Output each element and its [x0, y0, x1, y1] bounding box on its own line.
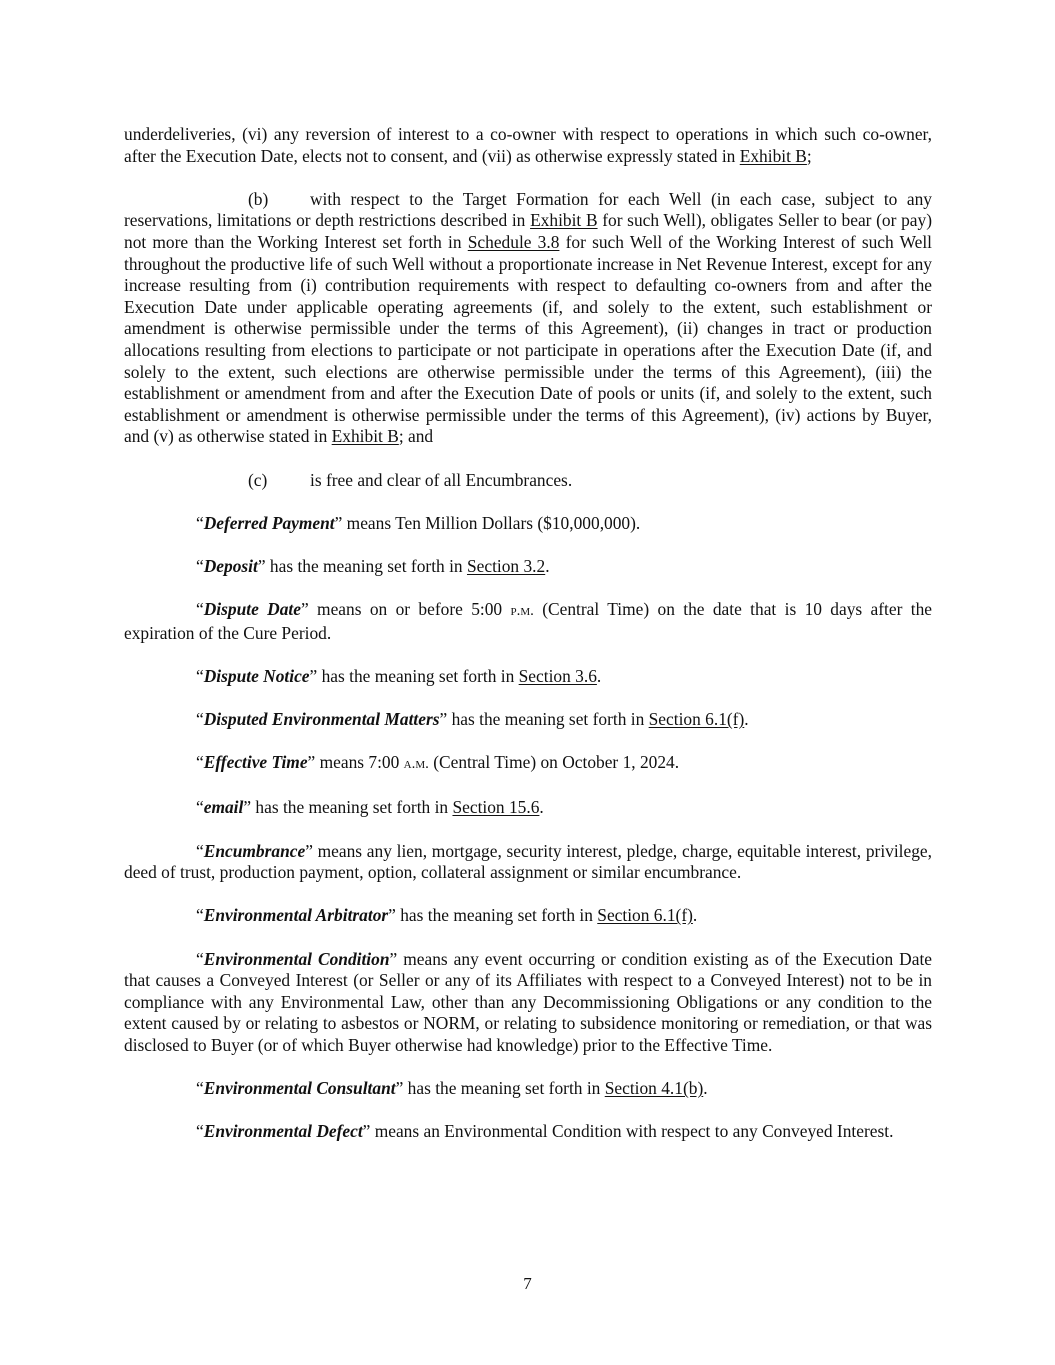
body-text: “ [196, 599, 204, 620]
cross-reference-link[interactable]: Section 6.1(f) [648, 709, 745, 730]
body-text: for such Well), obligates Seller to bear (or pay) not more than the Working Interest set forth in [124, 210, 932, 252]
defined-term: Encumbrance [203, 840, 306, 861]
defined-term: Environmental Condition [203, 948, 390, 969]
body-text: ” has the meaning set forth in [395, 1078, 605, 1099]
cross-reference-link[interactable]: Section 15.6 [452, 797, 540, 818]
body-text: . [596, 665, 602, 686]
paragraph-continuation [124, 124, 932, 167]
paragraph-def-dispute-notice [124, 666, 932, 688]
body-text: . [539, 797, 544, 818]
defined-term: Environmental Consultant [203, 1078, 396, 1099]
body-text: . [703, 1078, 708, 1099]
body-text: ” has the meaning set forth in [388, 905, 598, 926]
body-text: for such Well of the Working Interest of such Well throughout the productive life of such Well without a proportionate increase in Net Revenue Interest, except for any increase resulting from (i) contribution requirements with respect to defaulting co-owners from and after the Execution Date under applicable operating agreements (if, and solely to the extent, such establishment or amendment is otherwise permissible under the terms of this Agreement), (ii) changes in tract or production allocations resulting from elections to participate or not participate in operations after the Execution Date (if, and solely to the extent, such elections are otherwise permissible under the terms of this Agreement), (iii) the establishment or amendment from and after the Execution Date of pools or units (if, and solely to the extent, such establishment or amendment is otherwise permissible under the terms of this Agreement), (iv) actions by Buyer, and (v) as otherwise stated in [124, 231, 932, 447]
body-text: ; and [398, 426, 434, 447]
paragraph-def-dispute-date [124, 599, 932, 644]
body-text: ” has the meaning set forth in [309, 665, 519, 686]
paragraph-clause-b [124, 189, 932, 448]
body-text: ” has the meaning set forth in [243, 797, 453, 818]
paragraph-def-effective-time [124, 752, 932, 776]
body-text: “ [196, 512, 204, 533]
paragraph-def-email [124, 797, 932, 819]
document-body [124, 124, 932, 1143]
cross-reference-link[interactable]: Section 6.1(f) [597, 905, 693, 926]
body-text: . [744, 709, 749, 730]
clause-marker: (b) [248, 188, 269, 209]
cross-reference-link[interactable]: Exhibit B [530, 210, 598, 231]
body-text: ” has the meaning set forth in [257, 555, 467, 576]
body-text: ” means on or before 5:00 [300, 599, 511, 620]
paragraph-clause-c [124, 470, 932, 492]
body-text: . [692, 905, 698, 926]
body-text: “ [196, 555, 204, 576]
body-text: ” means any event occurring or condition existing as of the Execution Date that causes a Conveyed Interest (or Seller or any of its Affiliates with respect to a Conveyed Interest) not to be in compliance with any Environmental Law, other than any Decommissioning Obligations or any condition to the extent caused by or relating to asbestos or NORM, or relating to subsidence monitoring or remediation, or that was disclosed to Buyer (or of which Buyer otherwise had knowledge) prior to the Effective Time. [124, 948, 932, 1055]
defined-term: Environmental Arbitrator [203, 905, 389, 926]
body-text: (Central Time) on October 1, 2024. [428, 752, 680, 773]
body-text: with respect to the Target Formation for each Well (in each case, subject to any reservations, limitations or depth restrictions described in [124, 188, 932, 231]
clause-marker: (c) [248, 469, 268, 490]
body-text: (Central Time) on the date that is 10 days after the expiration of the Cure Period. [124, 599, 932, 643]
defined-term: Dispute Notice [203, 665, 310, 686]
cross-reference-link[interactable]: Exhibit B [739, 145, 807, 166]
body-text: ” means an Environmental Condition with respect to any Conveyed Interest. [362, 1121, 894, 1142]
defined-term: Effective Time [203, 752, 308, 773]
body-text: ” means Ten Million Dollars ($10,000,000). [334, 512, 641, 533]
document-page [124, 124, 932, 1165]
body-text: “ [196, 840, 204, 861]
body-text: is free and clear of all Encumbrances. [310, 469, 573, 490]
defined-term: Environmental Defect [203, 1121, 363, 1142]
time-meridiem: p.m. [510, 603, 534, 620]
paragraph-def-environmental-arbitrator [124, 905, 932, 927]
body-text: ; [806, 145, 812, 166]
paragraph-def-deposit [124, 556, 932, 578]
body-text: “ [196, 1078, 204, 1099]
cross-reference-link[interactable]: Section 4.1(b) [604, 1078, 704, 1099]
body-text: ” means 7:00 [307, 752, 404, 773]
time-meridiem: a.m. [403, 756, 429, 773]
page-number: 7 [523, 1274, 532, 1293]
defined-term: email [203, 797, 244, 818]
defined-term: Disputed Environmental Matters [203, 709, 440, 730]
defined-term: Dispute Date [203, 599, 301, 620]
body-text: “ [196, 752, 204, 773]
paragraph-def-encumbrance [124, 841, 932, 884]
cross-reference-link[interactable]: Section 3.2 [466, 555, 546, 576]
body-text: . [545, 555, 550, 576]
body-text: “ [196, 709, 204, 730]
body-text: ” means any lien, mortgage, security interest, pledge, charge, equitable interest, privilege, deed of trust, production payment, option, collateral assignment or similar encumbrance. [124, 840, 932, 883]
paragraph-def-deferred-payment [124, 513, 932, 535]
defined-term: Deferred Payment [203, 512, 335, 533]
cross-reference-link[interactable]: Exhibit B [331, 426, 399, 447]
paragraph-def-environmental-defect [124, 1121, 932, 1143]
body-text: underdeliveries, (vi) any reversion of interest to a co-owner with respect to operations in which such co-owner, after the Execution Date, elects not to consent, and (vii) as otherwise expressly stated in [124, 124, 932, 166]
defined-term: Deposit [203, 555, 258, 576]
body-text: “ [196, 948, 204, 969]
body-text: “ [196, 1121, 204, 1142]
paragraph-def-environmental-consultant [124, 1078, 932, 1100]
body-text: “ [196, 905, 204, 926]
body-text: “ [196, 665, 204, 686]
cross-reference-link[interactable]: Section 3.6 [518, 665, 597, 686]
body-text: ” has the meaning set forth in [439, 709, 649, 730]
body-text: “ [196, 797, 204, 818]
cross-reference-link[interactable]: Schedule 3.8 [467, 231, 560, 252]
paragraph-def-environmental-condition [124, 949, 932, 1057]
paragraph-def-disputed-environmental-matters [124, 709, 932, 731]
